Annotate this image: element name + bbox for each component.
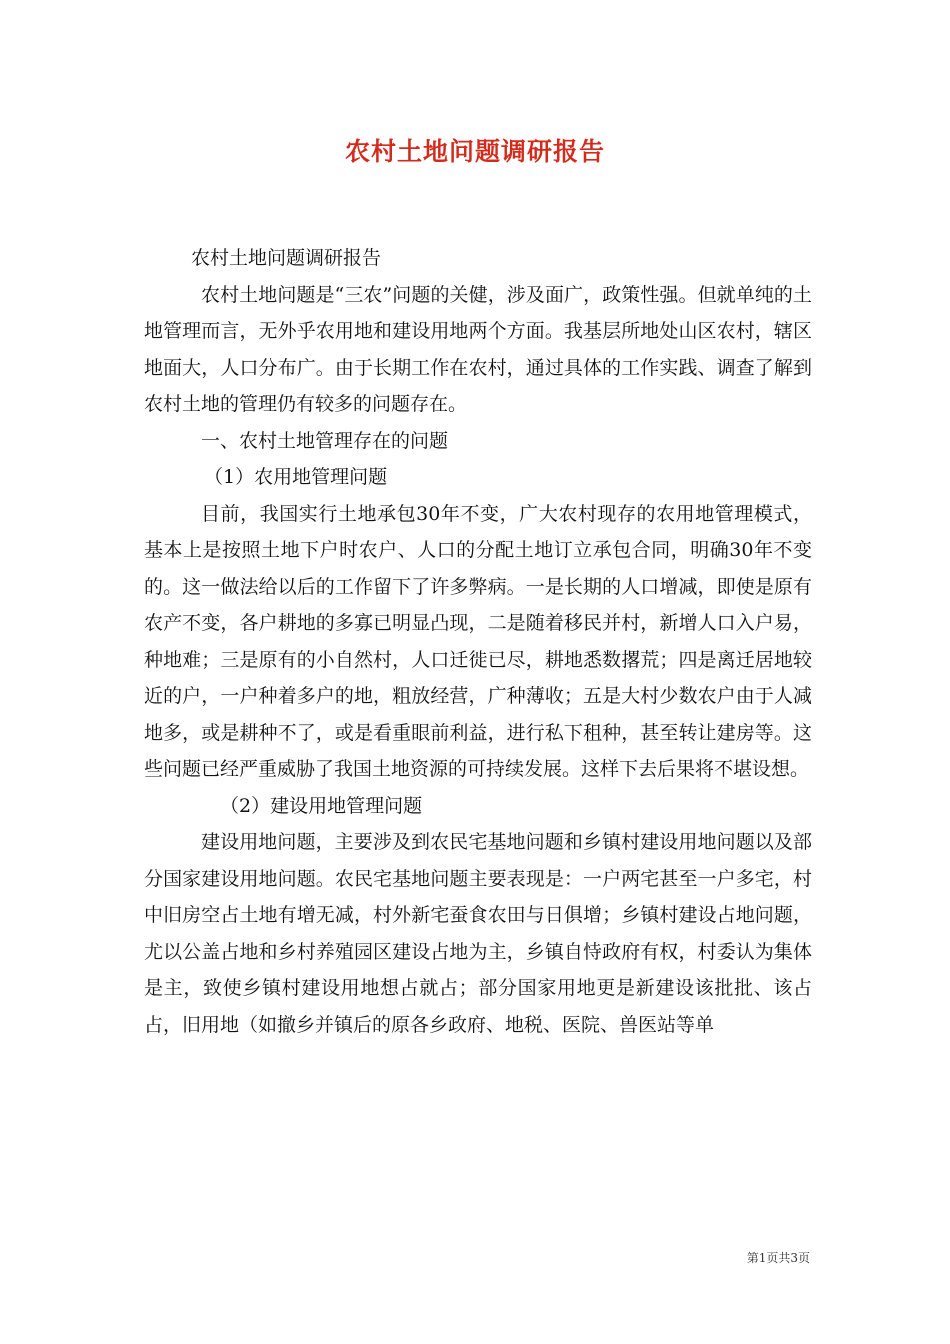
section-heading-1: 一、农村土地管理存在的问题 <box>201 429 449 452</box>
paragraph-heading: 农村土地问题调研报告 <box>191 247 382 269</box>
page-number: 第1页共3页 <box>746 1251 810 1265</box>
paragraph-construction-land: 建设用地问题，主要涉及到农民宅基地问题和乡镇村建设用地问题以及部分国家建设用地问题。农民宅基地问题主要表现是：一户两宅甚至一户多宅，村中旧房空占土地有增无减，村外新宅蚕食农田与日俱增；乡镇村建设占地问题，尤以公盖占地和乡村养殖园区建设占地为主，乡镇自恃政府有权，村委认为集体是主，致使乡镇村建设用地想占就占；部分国家用地更是新建设该批批、该占占，旧用地（如撤乡并镇后的原各乡政府、地税、医院、兽医站等单 <box>144 831 812 1036</box>
subsection-heading-1: （1）农用地管理问题 <box>204 466 388 488</box>
paragraph-farmland: 目前，我国实行土地承包30年不变，广大农村现存的农用地管理模式，基本上是按照土地下户时农户、人口的分配土地订立承包合同，明确30年不变的。这一做法给以后的工作留下了许多弊病。一是长期的人口增减，即使是原有农产不变，各户耕地的多寡已明显凸现，二是随着移民并村，新增人口入户易，种地难；三是原有的小自然村，人口迁徙已尽，耕地悉数撂荒；四是离迁居地较近的户，一户种着多户的地，粗放经营，广种薄收；五是大村少数农户由于人减地多，或是耕种不了，或是看重眼前利益，进行私下租种，甚至转让建房等。这些问题已经严重威胁了我国土地资源的可持续发展。这样下去后果将不堪设想。 <box>144 502 812 780</box>
document-body <box>144 240 812 1043</box>
paragraph-intro: 农村土地问题是“三农”问题的关健，涉及面广，政策性强。但就单纯的土地管理而言，无外乎农用地和建设用地两个方面。我基层所地处山区农村，辖区地面大，人口分布广。由于长期工作在农村，通过具体的工作实践、调查了解到农村土地的管理仍有较多的问题存在。 <box>144 283 812 415</box>
document-title: 农村土地问题调研报告 <box>344 137 605 166</box>
subsection-heading-2: （2）建设用地管理问题 <box>220 794 423 817</box>
